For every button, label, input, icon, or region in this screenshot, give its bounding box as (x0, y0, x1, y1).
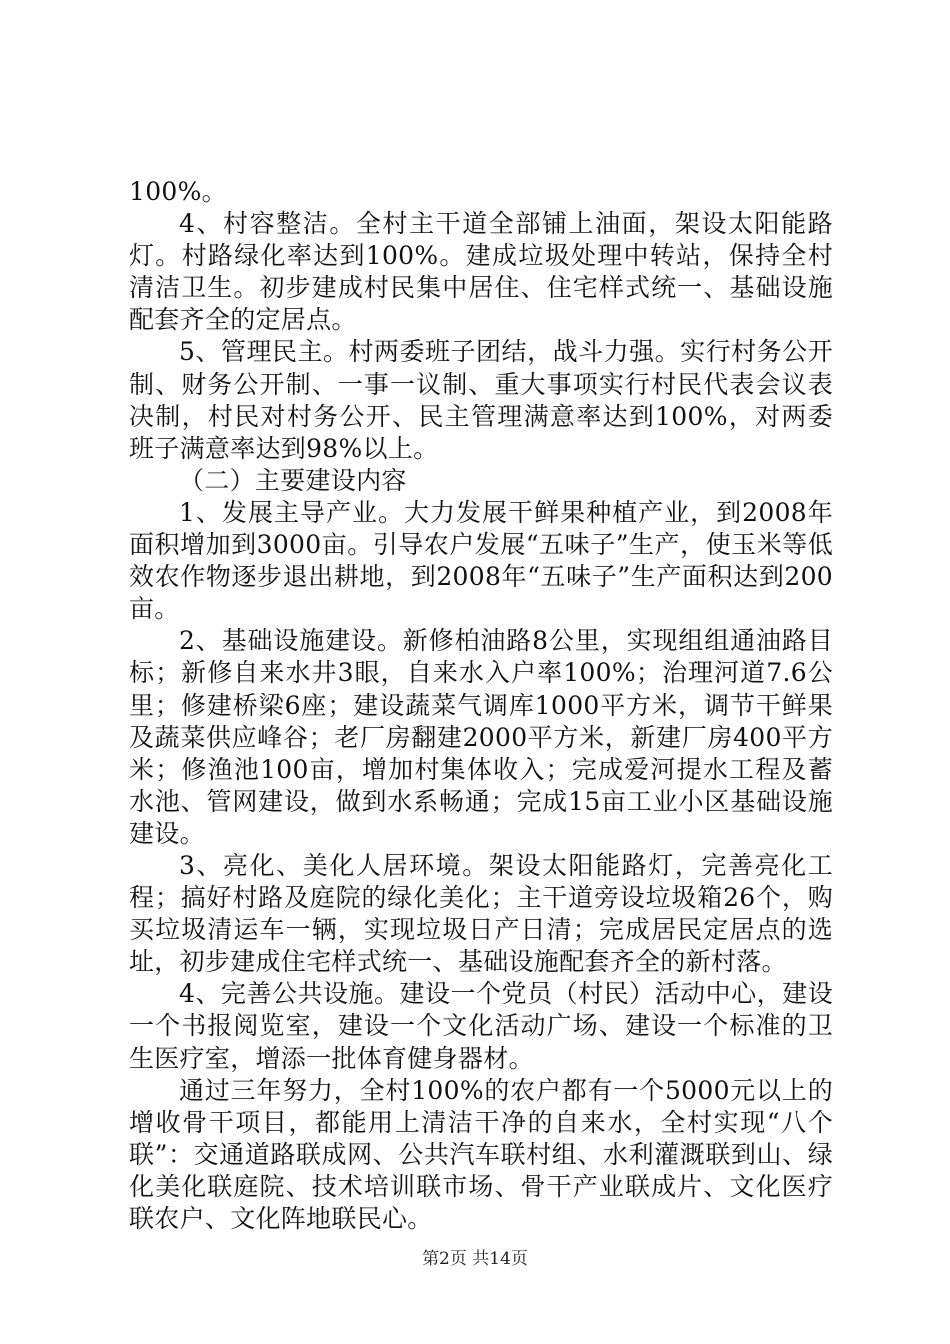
section-heading: （二）主要建设内容 (179, 465, 407, 495)
paragraph-summary: 通过三年努力，全村100%的农户都有一个5000元以上的增收骨干项目，都能用上清洁干净的自来水，全村实现“八个联”：交通道路联成网、公共汽车联村组、水利灌溉联到山、绿化美化联庭院、技术培训联市场、骨干产业联成片、文化医疗联农户、文化阵地联民心。 (129, 1075, 833, 1233)
paragraph-living-environment: 3、亮化、美化人居环境。架设太阳能路灯，完善亮化工程；搞好村路及庭院的绿化美化；主干道旁设垃圾箱26个，购买垃圾清运车一辆，实现垃圾日产日清；完成居民定居点的选址，初步建成住宅样式统一、基础设施配套齐全的新村落。 (129, 850, 833, 977)
paragraph-village-tidy: 4、村容整洁。全村主干道全部铺上油面，架设太阳能路灯。村路绿化率达到100%。建成垃圾处理中转站，保持全村清洁卫生。初步建成村民集中居住、住宅样式统一、基础设施配套齐全的定居点。 (129, 209, 833, 335)
paragraph-public-facilities: 4、完善公共设施。建设一个党员（村民）活动中心，建设一个书报阅览室，建设一个文化活动广场、建设一个标准的卫生医疗室，增添一批体育健身器材。 (129, 979, 833, 1073)
paragraph-continuation: 100%。 (129, 177, 227, 206)
paragraph-democratic-management: 5、管理民主。村两委班子团结，战斗力强。实行村务公开制、财务公开制、一事一议制、重大事项实行村民代表会议表决制，村民对村务公开、民主管理满意率达到100%，对两委班子满意率达到98%以上。 (129, 337, 833, 463)
page-number-footer: 第2页 共14页 (422, 1249, 528, 1269)
paragraph-infrastructure: 2、基础设施建设。新修柏油路8公里，实现组组通油路目标；新修自来水井3眼，自来水入户率100%；治理河道7.6公里；修建桥梁6座；建设蔬菜气调库1000平方米，调节干鲜果及蔬菜供应峰谷；老厂房翻建2000平方米，新建厂房400平方米；修渔池100亩，增加村集体收入；完成爱河提水工程及蓄水池、管网建设，做到水系畅通；完成15亩工业小区基础设施建设。 (129, 626, 833, 848)
paragraph-leading-industry: 1、发展主导产业。大力发展干鲜果种植产业，到2008年面积增加到3000亩。引导农户发展“五味子”生产，使玉米等低效农作物逐步退出耕地，到2008年“五味子”生产面积达到200亩。 (129, 497, 833, 624)
body-text (129, 176, 833, 1235)
